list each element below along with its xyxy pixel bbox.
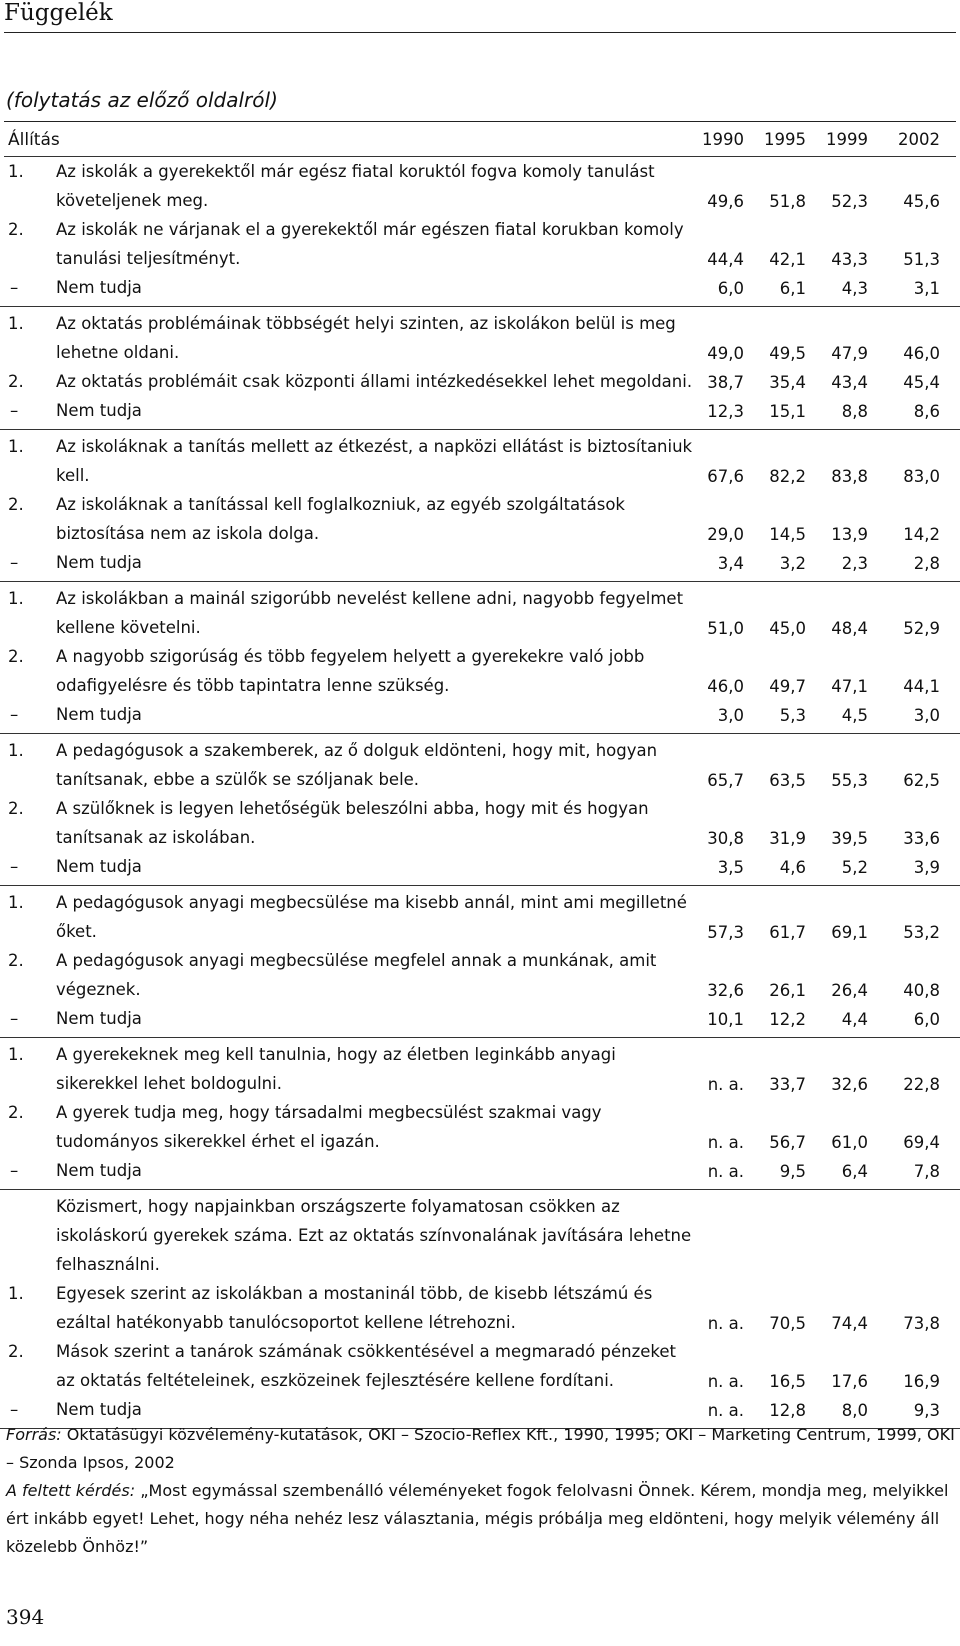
table-line	[0, 1194, 960, 1223]
percent-value: 3,4	[717, 554, 744, 573]
year-column-header: 1999	[826, 130, 868, 149]
item-marker: 2.	[8, 647, 24, 666]
statement-text: sikerekkel lehet boldogulni.	[56, 1074, 282, 1093]
section-title: Függelék	[4, 0, 113, 26]
item-marker: 2.	[8, 495, 24, 514]
item-marker: 1.	[8, 589, 24, 608]
percent-value: 51,0	[707, 619, 744, 638]
percent-value: 83,0	[903, 467, 940, 486]
table-header-row	[0, 124, 960, 156]
statement-text: A pedagógusok anyagi megbecsülése megfelel annak a munkának, amit	[56, 951, 657, 970]
percent-value: 3,9	[913, 858, 940, 877]
item-marker: –	[10, 401, 19, 420]
table-line	[0, 673, 960, 702]
question-text: „Most egymással szembenálló véleményeket fogok felolvasni Önnek. Kérem, mondja meg, melyikkel ért inkább egyet! Lehet, hogy néha nehéz lesz választania, mégis próbálja meg eldönteni, hogy melyik vélemény áll közelebb Önhöz!”	[6, 1481, 949, 1556]
percent-value: 5,3	[779, 706, 806, 725]
percent-value: 42,1	[769, 250, 806, 269]
percent-value: 47,9	[831, 344, 868, 363]
question-note	[6, 1477, 956, 1561]
statement-text: Nem tudja	[56, 705, 142, 724]
statement-text: Az iskolákban a mainál szigorúbb nevelést kellene adni, nagyobb fegyelmet	[56, 589, 684, 608]
question-label: A feltett kérdés:	[6, 1481, 136, 1500]
percent-value: 4,6	[779, 858, 806, 877]
statement-row	[0, 1100, 960, 1158]
percent-value: 6,0	[913, 1010, 940, 1029]
statement-text: A gyerek tudja meg, hogy társadalmi megbecsülést szakmai vagy	[56, 1103, 602, 1122]
statement-row	[0, 948, 960, 1006]
statement-row	[0, 159, 960, 217]
table-line	[0, 948, 960, 977]
percent-value: 57,3	[707, 923, 744, 942]
table-line	[0, 1006, 960, 1035]
statement-text: Az iskolák a gyerekektől már egész fiatal koruktól fogva komoly tanulást	[56, 162, 655, 181]
statement-text: felhasználni.	[56, 1255, 160, 1274]
item-marker: –	[10, 553, 19, 572]
table-line	[0, 492, 960, 521]
table-line	[0, 890, 960, 919]
statement-text: Nem tudja	[56, 278, 142, 297]
item-marker: 2.	[8, 1342, 24, 1361]
percent-value: 26,1	[769, 981, 806, 1000]
statement-text: Nem tudja	[56, 553, 142, 572]
year-column-header: 2002	[898, 130, 940, 149]
percent-value: 47,1	[831, 677, 868, 696]
table-line	[0, 521, 960, 550]
percent-value: 9,3	[913, 1401, 940, 1420]
table-line	[0, 1100, 960, 1129]
table-line	[0, 1223, 960, 1252]
table-line	[0, 738, 960, 767]
statement-text: Nem tudja	[56, 401, 142, 420]
statement-row	[0, 890, 960, 948]
table-line	[0, 1339, 960, 1368]
percent-value: n. a.	[707, 1372, 744, 1391]
item-marker: –	[10, 705, 19, 724]
percent-value: 48,4	[831, 619, 868, 638]
statement-group	[0, 586, 960, 734]
source-text: Oktatásügyi közvélemény-kutatások, OKI – Szocio-Reflex Kft., 1990, 1995; OKI – Marketing Centrum, 1999, OKI – Szonda Ipsos, 2002	[6, 1425, 955, 1472]
percent-value: 69,4	[903, 1133, 940, 1152]
statement-text: Nem tudja	[56, 1161, 142, 1180]
item-marker: 1.	[8, 1284, 24, 1303]
statement-row	[0, 217, 960, 275]
percent-value: 52,3	[831, 192, 868, 211]
table-line	[0, 1071, 960, 1100]
percent-value: 7,8	[913, 1162, 940, 1181]
percent-value: 35,4	[769, 373, 806, 392]
percent-value: 4,5	[841, 706, 868, 725]
page-number: 394	[6, 1605, 45, 1629]
statement-text: biztosítása nem az iskola dolga.	[56, 524, 320, 543]
percent-value: 49,0	[707, 344, 744, 363]
table-line	[0, 1129, 960, 1158]
percent-value: 3,0	[717, 706, 744, 725]
statement-row	[0, 434, 960, 492]
table-line	[0, 644, 960, 673]
statement-text: Az oktatás problémáit csak központi állami intézkedésekkel lehet megoldani.	[56, 372, 693, 391]
percent-value: 17,6	[831, 1372, 868, 1391]
year-column-header: 1990	[702, 130, 744, 149]
percent-value: 74,4	[831, 1314, 868, 1333]
table-line	[0, 550, 960, 579]
table-line	[0, 1281, 960, 1310]
percent-value: 9,5	[779, 1162, 806, 1181]
statement-row	[0, 1339, 960, 1397]
statement-text: Nem tudja	[56, 1009, 142, 1028]
percent-value: n. a.	[707, 1162, 744, 1181]
statement-text: ezáltal hatékonyabb tanulócsoportot kellene létrehozni.	[56, 1313, 516, 1332]
table-body	[0, 159, 960, 1429]
table-line	[0, 434, 960, 463]
item-marker: 1.	[8, 162, 24, 181]
percent-value: 3,5	[717, 858, 744, 877]
table-line	[0, 398, 960, 427]
statement-row	[0, 1042, 960, 1100]
table-line	[0, 1042, 960, 1071]
percent-value: 16,5	[769, 1372, 806, 1391]
continued-label: (folytatás az előző oldalról)	[6, 88, 278, 112]
percent-value: 43,3	[831, 250, 868, 269]
table-line	[0, 615, 960, 644]
statement-group	[0, 434, 960, 582]
statement-text: kell.	[56, 466, 90, 485]
statement-text: őket.	[56, 922, 97, 941]
statement-row	[0, 738, 960, 796]
percent-value: 39,5	[831, 829, 868, 848]
statement-text: A pedagógusok a szakemberek, az ő dolguk eldönteni, hogy mit, hogyan	[56, 741, 658, 760]
statement-group	[0, 311, 960, 430]
item-marker: 2.	[8, 951, 24, 970]
item-marker: 1.	[8, 1045, 24, 1064]
percent-value: 52,9	[903, 619, 940, 638]
dont-know-row	[0, 550, 960, 579]
percent-value: 45,4	[903, 373, 940, 392]
percent-value: 65,7	[707, 771, 744, 790]
percent-value: 26,4	[831, 981, 868, 1000]
statement-text: tanítsanak, ebbe a szülők se szóljanak bele.	[56, 770, 420, 789]
table-line	[0, 1158, 960, 1187]
percent-value: 12,2	[769, 1010, 806, 1029]
percent-value: 12,8	[769, 1401, 806, 1420]
statement-row	[0, 644, 960, 702]
percent-value: 51,3	[903, 250, 940, 269]
table-line	[0, 1368, 960, 1397]
percent-value: 31,9	[769, 829, 806, 848]
statement-group	[0, 890, 960, 1038]
statement-column-header: Állítás	[8, 130, 60, 150]
percent-value: 8,8	[841, 402, 868, 421]
statement-text: iskoláskorú gyerekek száma. Ezt az oktatás színvonalának javítására lehetne	[56, 1226, 692, 1245]
table-line	[0, 854, 960, 883]
survey-table	[0, 124, 960, 1433]
dont-know-row	[0, 398, 960, 427]
percent-value: 22,8	[903, 1075, 940, 1094]
item-marker: 2.	[8, 1103, 24, 1122]
table-line	[0, 702, 960, 731]
percent-value: 4,3	[841, 279, 868, 298]
table-line	[0, 188, 960, 217]
item-marker: 2.	[8, 799, 24, 818]
percent-value: 49,6	[707, 192, 744, 211]
statement-row	[0, 586, 960, 644]
percent-value: 6,0	[717, 279, 744, 298]
percent-value: 44,4	[707, 250, 744, 269]
item-marker: 1.	[8, 893, 24, 912]
statement-text: A pedagógusok anyagi megbecsülése ma kisebb annál, mint ami megilletné	[56, 893, 687, 912]
page-header	[0, 0, 960, 36]
percent-value: 55,3	[831, 771, 868, 790]
percent-value: 56,7	[769, 1133, 806, 1152]
source-label: Forrás:	[6, 1425, 62, 1444]
statement-row	[0, 796, 960, 854]
item-marker: –	[10, 278, 19, 297]
item-marker: 1.	[8, 741, 24, 760]
year-column-header: 1995	[764, 130, 806, 149]
statement-text: Az iskoláknak a tanítás mellett az étkezést, a napközi ellátást is biztosítaniuk	[56, 437, 693, 456]
percent-value: 2,3	[841, 554, 868, 573]
statement-text: kellene követelni.	[56, 618, 201, 637]
percent-value: 14,5	[769, 525, 806, 544]
percent-value: 49,5	[769, 344, 806, 363]
item-marker: 2.	[8, 372, 24, 391]
percent-value: 44,1	[903, 677, 940, 696]
statement-text: tanítsanak az iskolában.	[56, 828, 256, 847]
percent-value: 4,4	[841, 1010, 868, 1029]
table-line	[0, 275, 960, 304]
item-marker: –	[10, 1161, 19, 1180]
item-marker: 1.	[8, 437, 24, 456]
dont-know-row	[0, 854, 960, 883]
table-line	[0, 246, 960, 275]
statement-text: Nem tudja	[56, 857, 142, 876]
statement-row	[0, 1281, 960, 1339]
percent-value: 73,8	[903, 1314, 940, 1333]
percent-value: 14,2	[903, 525, 940, 544]
percent-value: 3,0	[913, 706, 940, 725]
table-line	[0, 586, 960, 615]
percent-value: 82,2	[769, 467, 806, 486]
percent-value: 33,7	[769, 1075, 806, 1094]
percent-value: n. a.	[707, 1075, 744, 1094]
percent-value: 3,1	[913, 279, 940, 298]
item-marker: –	[10, 857, 19, 876]
percent-value: 61,7	[769, 923, 806, 942]
table-line	[0, 1310, 960, 1339]
statement-text: az oktatás feltételeinek, eszközeinek fejlesztésére kellene fordítani.	[56, 1371, 615, 1390]
statement-group	[0, 159, 960, 307]
percent-value: 16,9	[903, 1372, 940, 1391]
percent-value: 33,6	[903, 829, 940, 848]
percent-value: 8,0	[841, 1401, 868, 1420]
table-line	[0, 919, 960, 948]
statement-group	[0, 1042, 960, 1190]
statement-group	[0, 1194, 960, 1429]
item-marker: –	[10, 1009, 19, 1028]
table-line	[0, 217, 960, 246]
statement-text: Az iskolák ne várjanak el a gyerekektől már egészen fiatal korukban komoly	[56, 220, 684, 239]
header-rule	[4, 32, 956, 33]
statement-text: Nem tudja	[56, 1400, 142, 1419]
statement-text: Az oktatás problémáinak többségét helyi szinten, az iskolákon belül is meg	[56, 314, 676, 333]
percent-value: 51,8	[769, 192, 806, 211]
statement-text: végeznek.	[56, 980, 141, 999]
source-note	[6, 1421, 956, 1477]
dont-know-row	[0, 702, 960, 731]
percent-value: 43,4	[831, 373, 868, 392]
statement-text: odafigyelésre és több tapintatra lenne szükség.	[56, 676, 450, 695]
statement-text: Az iskoláknak a tanítással kell foglalkozniuk, az egyéb szolgáltatások	[56, 495, 625, 514]
statement-text: tudományos sikerekkel érhet el igazán.	[56, 1132, 380, 1151]
percent-value: 53,2	[903, 923, 940, 942]
statement-group	[0, 738, 960, 886]
percent-value: 38,7	[707, 373, 744, 392]
percent-value: 8,6	[913, 402, 940, 421]
percent-value: 46,0	[707, 677, 744, 696]
item-marker: –	[10, 1400, 19, 1419]
table-line	[0, 340, 960, 369]
table-line	[0, 159, 960, 188]
statement-row	[0, 369, 960, 398]
percent-value: 32,6	[707, 981, 744, 1000]
percent-value: 3,2	[779, 554, 806, 573]
statement-text: követeljenek meg.	[56, 191, 209, 210]
percent-value: 6,1	[779, 279, 806, 298]
percent-value: 63,5	[769, 771, 806, 790]
dont-know-row	[0, 1006, 960, 1035]
percent-value: 5,2	[841, 858, 868, 877]
header-rule	[4, 156, 956, 157]
percent-value: 49,7	[769, 677, 806, 696]
table-line	[0, 463, 960, 492]
statement-text: Mások szerint a tanárok számának csökkentésével a megmaradó pénzeket	[56, 1342, 676, 1361]
percent-value: 69,1	[831, 923, 868, 942]
item-marker: 1.	[8, 314, 24, 333]
percent-value: 62,5	[903, 771, 940, 790]
percent-value: 6,4	[841, 1162, 868, 1181]
percent-value: 46,0	[903, 344, 940, 363]
percent-value: 2,8	[913, 554, 940, 573]
footnotes	[6, 1421, 956, 1561]
intro-row	[0, 1194, 960, 1281]
table-line	[0, 1252, 960, 1281]
percent-value: 40,8	[903, 981, 940, 1000]
percent-value: 83,8	[831, 467, 868, 486]
percent-value: 67,6	[707, 467, 744, 486]
table-line	[0, 825, 960, 854]
statement-text: A szülőknek is legyen lehetőségük beleszólni abba, hogy mit és hogyan	[56, 799, 649, 818]
table-line	[0, 369, 960, 398]
statement-row	[0, 492, 960, 550]
percent-value: 12,3	[707, 402, 744, 421]
statement-text: A gyerekeknek meg kell tanulnia, hogy az életben leginkább anyagi	[56, 1045, 616, 1064]
percent-value: 15,1	[769, 402, 806, 421]
table-line	[0, 977, 960, 1006]
dont-know-row	[0, 275, 960, 304]
statement-row	[0, 311, 960, 369]
percent-value: n. a.	[707, 1133, 744, 1152]
percent-value: 13,9	[831, 525, 868, 544]
percent-value: n. a.	[707, 1401, 744, 1420]
statement-text: Közismert, hogy napjainkban országszerte folyamatosan csökken az	[56, 1197, 620, 1216]
percent-value: 45,0	[769, 619, 806, 638]
percent-value: 10,1	[707, 1010, 744, 1029]
table-line	[0, 767, 960, 796]
percent-value: 32,6	[831, 1075, 868, 1094]
statement-text: A nagyobb szigorúság és több fegyelem helyett a gyerekekre való jobb	[56, 647, 645, 666]
statement-text: tanulási teljesítményt.	[56, 249, 241, 268]
table-top-rule	[4, 121, 956, 122]
percent-value: 61,0	[831, 1133, 868, 1152]
percent-value: 45,6	[903, 192, 940, 211]
statement-text: Egyesek szerint az iskolákban a mostaninál több, de kisebb létszámú és	[56, 1284, 653, 1303]
table-line	[0, 311, 960, 340]
statement-text: lehetne oldani.	[56, 343, 180, 362]
percent-value: n. a.	[707, 1314, 744, 1333]
dont-know-row	[0, 1158, 960, 1187]
table-line	[0, 796, 960, 825]
percent-value: 70,5	[769, 1314, 806, 1333]
percent-value: 30,8	[707, 829, 744, 848]
percent-value: 29,0	[707, 525, 744, 544]
item-marker: 2.	[8, 220, 24, 239]
